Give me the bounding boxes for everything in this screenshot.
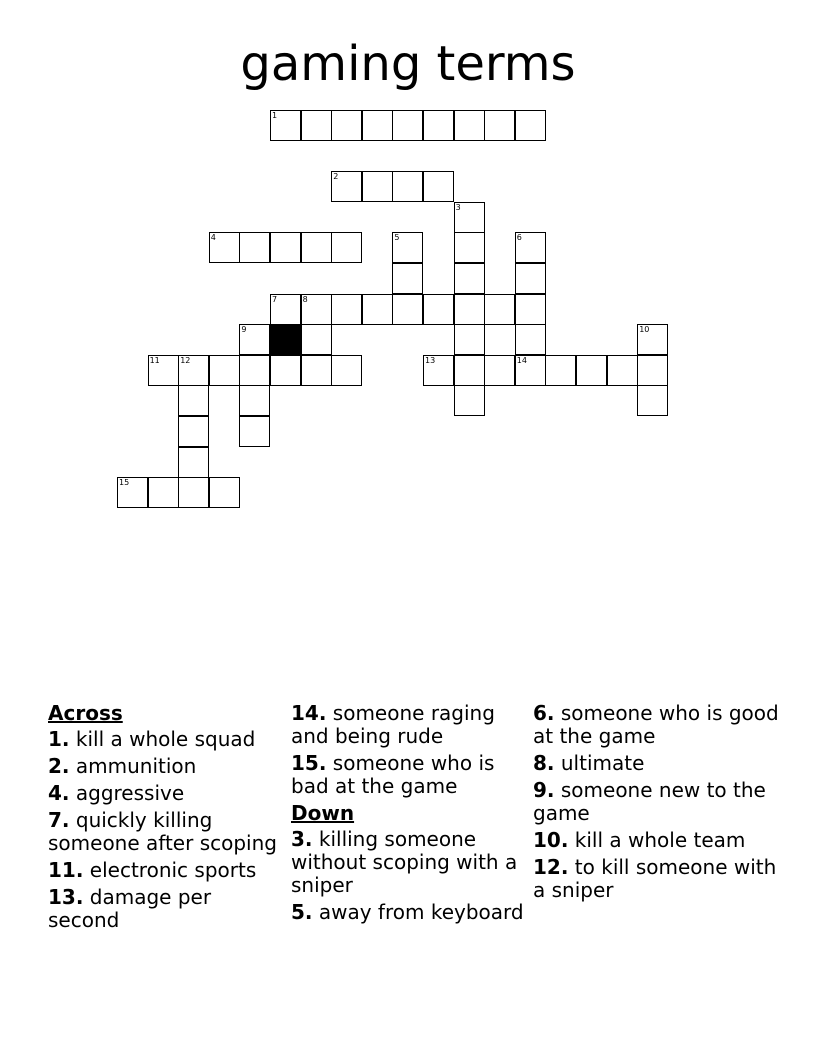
clue-number: 14. <box>291 701 327 725</box>
crossword-cell[interactable] <box>362 294 393 325</box>
crossword-cell[interactable] <box>301 110 332 141</box>
crossword-cell[interactable] <box>454 294 485 325</box>
crossword-cell[interactable] <box>148 355 179 386</box>
crossword-cell[interactable] <box>239 385 270 416</box>
clue <box>48 809 286 855</box>
clue-number: 8. <box>533 751 555 775</box>
down-clue-list-continued <box>533 702 793 902</box>
crossword-cell[interactable] <box>515 294 546 325</box>
page-title: gaming terms <box>240 36 576 92</box>
down-clue-list <box>291 828 529 924</box>
crossword-cell[interactable] <box>178 416 209 447</box>
clue-text: ammunition <box>69 754 197 778</box>
clue-number: 12. <box>533 855 569 879</box>
cell-number: 8 <box>302 294 308 304</box>
crossword-cell[interactable] <box>545 355 576 386</box>
clue-number: 13. <box>48 885 84 909</box>
crossword-cell[interactable] <box>392 294 423 325</box>
cell-number: 7 <box>272 294 278 304</box>
clue-number: 7. <box>48 808 70 832</box>
crossword-cell[interactable] <box>576 355 607 386</box>
crossword-cell[interactable] <box>423 294 454 325</box>
crossword-cell[interactable] <box>454 202 485 233</box>
clue <box>291 702 529 748</box>
clue-number: 2. <box>48 754 70 778</box>
clue <box>48 728 286 751</box>
across-clue-list <box>48 728 286 932</box>
crossword-cell[interactable] <box>454 385 485 416</box>
clue-text: someone who is good at the game <box>533 701 779 748</box>
crossword-cell[interactable] <box>301 355 332 386</box>
cell-number: 3 <box>455 202 461 212</box>
crossword-cell[interactable] <box>484 355 515 386</box>
crossword-cell[interactable] <box>178 355 209 386</box>
clue-number: 1. <box>48 727 70 751</box>
crossword-cell[interactable] <box>637 324 668 355</box>
crossword-cell[interactable] <box>209 477 240 508</box>
clue-number: 9. <box>533 778 555 802</box>
crossword-cell[interactable] <box>362 110 393 141</box>
crossword-cell[interactable] <box>178 447 209 478</box>
down-heading: Down <box>291 801 355 825</box>
clue-text: someone new to the game <box>533 778 766 825</box>
crossword-cell[interactable] <box>239 416 270 447</box>
crossword-cell[interactable] <box>484 110 515 141</box>
crossword-cell[interactable] <box>607 355 638 386</box>
clue <box>291 752 529 798</box>
crossword-cell[interactable] <box>515 324 546 355</box>
cell-number: 5 <box>394 233 400 243</box>
crossword-cell[interactable] <box>301 294 332 325</box>
clue-number: 10. <box>533 828 569 852</box>
crossword-cell[interactable] <box>392 110 423 141</box>
crossword-cell[interactable] <box>454 110 485 141</box>
blocked-cell <box>270 324 301 355</box>
cell-number: 11 <box>149 355 160 365</box>
crossword-cell[interactable] <box>362 171 393 202</box>
crossword-cell[interactable] <box>423 171 454 202</box>
crossword-cell[interactable] <box>239 324 270 355</box>
crossword-cell[interactable] <box>117 477 148 508</box>
clue <box>533 829 793 852</box>
clue-text: electronic sports <box>83 858 257 882</box>
clues-column-3 <box>533 702 793 906</box>
clue <box>533 779 793 825</box>
cell-number: 10 <box>639 325 650 335</box>
crossword-cell[interactable] <box>331 294 362 325</box>
clue-number: 11. <box>48 858 84 882</box>
clue-number: 4. <box>48 781 70 805</box>
crossword-cell[interactable] <box>454 324 485 355</box>
crossword-cell[interactable] <box>270 232 301 263</box>
crossword-cell[interactable] <box>454 355 485 386</box>
clue-text: to kill someone with a sniper <box>533 855 777 902</box>
across-heading: Across <box>48 701 123 725</box>
crossword-cell[interactable] <box>239 232 270 263</box>
clue-number: 3. <box>291 827 313 851</box>
clues-column-1 <box>48 702 286 936</box>
clue-text: quickly killing someone after scoping <box>48 808 277 855</box>
cell-number: 1 <box>272 111 278 120</box>
crossword-cell[interactable] <box>301 232 332 263</box>
cell-number: 2 <box>333 172 339 182</box>
crossword-cell[interactable] <box>301 324 332 355</box>
clue-text: away from keyboard <box>312 900 524 924</box>
crossword-cell[interactable] <box>270 355 301 386</box>
crossword-cell[interactable] <box>209 355 240 386</box>
crossword-cell[interactable] <box>515 232 546 263</box>
clue-number: 5. <box>291 900 313 924</box>
clue-number: 15. <box>291 751 327 775</box>
cell-number: 15 <box>119 478 130 488</box>
cell-number: 9 <box>241 325 247 335</box>
crossword-cell[interactable] <box>148 477 179 508</box>
cell-number: 12 <box>180 355 191 365</box>
clue <box>291 828 529 897</box>
across-clue-list-continued <box>291 702 529 798</box>
clue-number: 6. <box>533 701 555 725</box>
crossword-cell[interactable] <box>637 385 668 416</box>
crossword-cell[interactable] <box>209 232 240 263</box>
cell-number: 13 <box>425 355 436 365</box>
cell-number: 14 <box>516 355 527 365</box>
clue <box>48 782 286 805</box>
crossword-cell[interactable] <box>484 294 515 325</box>
crossword-cell[interactable] <box>637 355 668 386</box>
crossword-cell[interactable] <box>454 263 485 294</box>
clue <box>533 752 793 775</box>
clue-text: killing someone without scoping with a sniper <box>291 827 518 897</box>
crossword-cell[interactable] <box>178 385 209 416</box>
clue-text: ultimate <box>554 751 645 775</box>
clue <box>48 886 286 932</box>
clues-column-2 <box>291 702 529 928</box>
crossword-cell[interactable] <box>270 294 301 325</box>
clue-text: kill a whole team <box>568 828 746 852</box>
clue-text: kill a whole squad <box>69 727 256 751</box>
crossword-cell[interactable] <box>515 263 546 294</box>
cell-number: 4 <box>210 233 216 243</box>
clue <box>48 755 286 778</box>
cell-number: 6 <box>516 233 522 243</box>
crossword-cell[interactable] <box>392 171 423 202</box>
crossword-cell[interactable] <box>270 110 301 141</box>
crossword-cell[interactable] <box>392 232 423 263</box>
crossword-cell[interactable] <box>515 355 546 386</box>
clue-text: aggressive <box>69 781 185 805</box>
crossword-cell[interactable] <box>392 263 423 294</box>
crossword-cell[interactable] <box>423 110 454 141</box>
crossword-cell[interactable] <box>239 355 270 386</box>
crossword-cell[interactable] <box>454 232 485 263</box>
crossword-cell[interactable] <box>178 477 209 508</box>
crossword-cell[interactable] <box>423 355 454 386</box>
crossword-cell[interactable] <box>515 110 546 141</box>
clues-section <box>0 702 816 1042</box>
clue-text: someone raging and being rude <box>291 701 495 748</box>
crossword-cell[interactable] <box>331 355 362 386</box>
clue <box>533 702 793 748</box>
crossword-cell[interactable] <box>331 171 362 202</box>
clue <box>48 859 286 882</box>
clue <box>533 856 793 902</box>
clue-text: someone who is bad at the game <box>291 751 495 798</box>
clue-text: damage per second <box>48 885 212 932</box>
clue <box>291 901 529 924</box>
crossword-cell[interactable] <box>331 110 362 141</box>
crossword-cell[interactable] <box>331 232 362 263</box>
